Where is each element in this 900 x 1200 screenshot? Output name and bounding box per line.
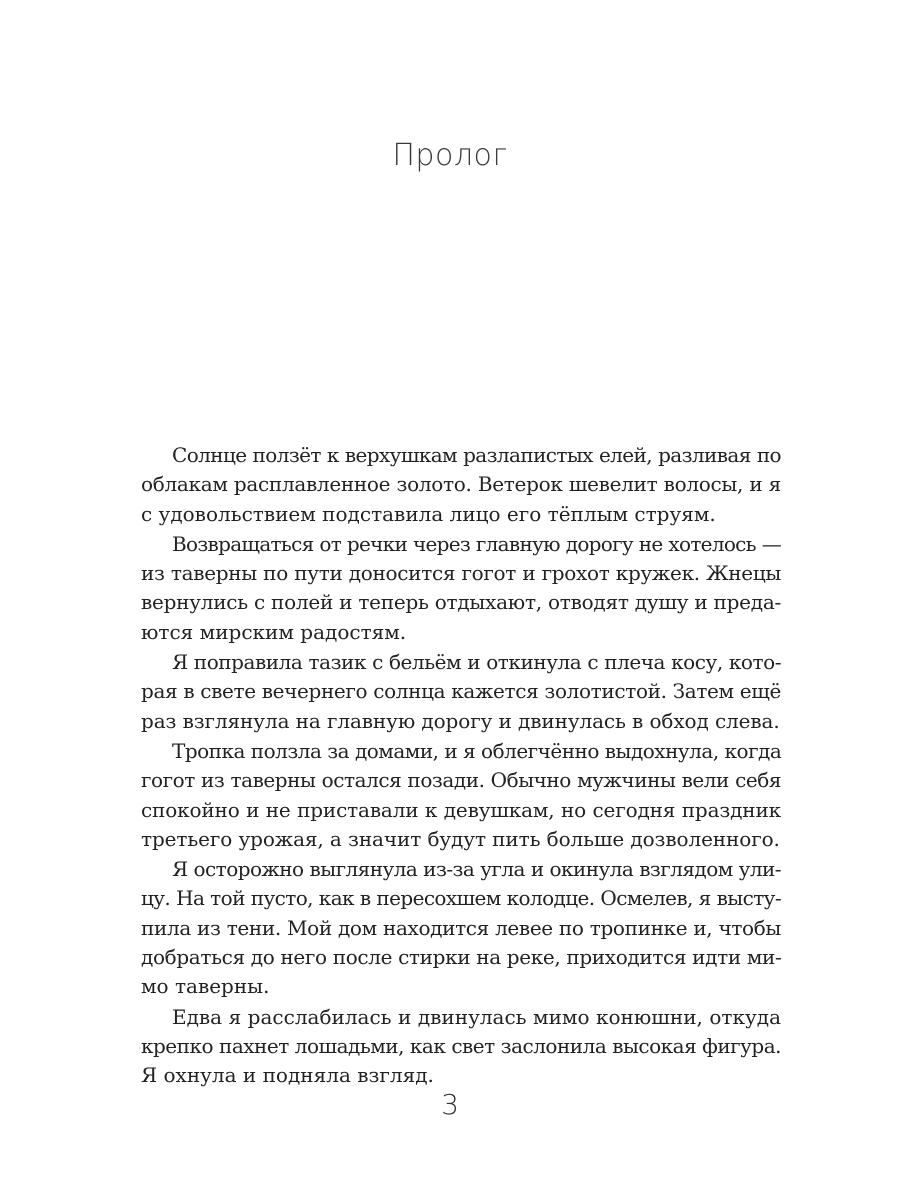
paragraph	[141, 855, 781, 1001]
body-text	[141, 441, 781, 1092]
text-line: вернулись с полей и теперь отдыхают, отводят душу и преда-	[141, 590, 781, 615]
text-line: Солнце ползёт к верхушкам разлапистых елей, разливая по	[172, 443, 781, 467]
text-line: из таверны по пути доносится гогот и грохот кружек. Жнецы	[141, 561, 781, 586]
text-line: облакам расплавленное золото. Ветерок шевелит волосы, и я	[141, 472, 781, 497]
page-number: 3	[441, 1088, 459, 1121]
text-line: Я охнула и подняла взгляд.	[141, 1063, 434, 1088]
text-line: рая в свете вечернего солнца кажется золотистой. Затем ещё	[141, 679, 781, 704]
text-line: раз взглянула на главную дорогу и двинулась в обход слева.	[141, 708, 780, 733]
text-line: пила из тени. Мой дом находится левее по тропинке и, чтобы	[141, 915, 781, 940]
text-line: Я поправила тазик с бельём и откинула с плеча косу, кото-	[172, 650, 781, 675]
paragraph	[141, 737, 781, 854]
text-line: Едва я расслабилась и двинулась мимо конюшни, откуда	[172, 1004, 781, 1029]
text-line: спокойно и не приставали к девушкам, но сегодня праздник	[141, 797, 781, 822]
text-line: с удовольствием подставила лицо его тёплым струям.	[141, 501, 716, 526]
text-line: гогот из таверны остался позади. Обычно мужчины вели себя	[141, 768, 781, 793]
text-line: Тропка ползла за домами, и я облегчённо выдохнула, когда	[172, 738, 782, 763]
text-line: третьего урожая, а значит будут пить больше дозволенного.	[141, 826, 780, 851]
paragraph	[141, 648, 781, 736]
chapter-title: Пролог	[392, 138, 508, 173]
text-line: Я осторожно выглянула из-за угла и окинула взглядом ули-	[172, 857, 781, 882]
paragraph	[141, 441, 781, 529]
text-line: ются мирским радостям.	[141, 619, 407, 644]
text-line: добраться до него после стирки на реке, приходится идти ми-	[141, 945, 782, 970]
text-line: крепко пахнет лошадьми, как свет заслонила высокая фигура.	[141, 1033, 781, 1058]
paragraph	[141, 530, 781, 647]
text-line: мо таверны.	[141, 974, 270, 999]
text-line: Возвращаться от речки через главную дорогу не хотелось —	[172, 531, 781, 556]
text-line: цу. На той пусто, как в пересохшем колодце. Осмелев, я высту-	[141, 886, 781, 911]
paragraph	[141, 1003, 781, 1091]
